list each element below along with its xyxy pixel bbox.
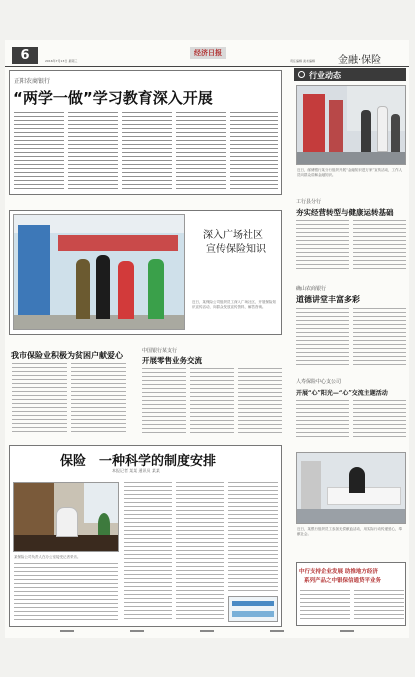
photo-equipment [301,461,321,511]
photo-desk [14,535,119,552]
photo-panel-red [329,100,343,152]
paper-name: 经济日报 [190,47,226,59]
square-headline-line2: 宣传保险知识 [206,244,266,255]
postal-body-col3 [238,368,282,436]
top-story-body-col1 [14,112,64,190]
industry-photo [296,85,406,165]
ad-line2: 系列产品之中银保信通贷平业务 [304,578,382,584]
rural-bank-body-col1 [296,308,349,366]
square-headline-line1: 深入广场社区 [203,230,263,241]
top-story-headline: “两学一做”学习教育深入开展 [13,89,213,107]
logo-stripe [232,601,274,606]
postal-headline: 开展零售业务交流 [142,356,202,365]
square-photo [13,214,185,330]
postal-body-col2 [190,368,234,436]
photo-red-banner [58,235,178,251]
feature-headline: 保险 一种科学的制度安排 [60,454,217,469]
top-story-body-col3 [122,112,172,190]
icbc-body-col1 [296,220,349,270]
footer-marker [270,630,284,632]
provident-body-col2 [71,363,126,435]
photo-person [76,259,90,319]
header-editor: 责任编辑 美术编辑 [290,59,315,63]
photo-panel-red [303,94,325,156]
industry-photo-caption: 近日，邮储银行某分行组织开展“金融知识进万家”宣传活动，工作人员向群众讲解金融知识。 [297,168,403,177]
industry-banner-icon [298,71,305,78]
top-story-body-col2 [68,112,118,190]
feature-body-col3 [228,482,278,592]
photo-person [377,106,388,152]
feature-body-col1 [124,482,172,622]
footer-marker [130,630,144,632]
photo-banner-board [18,225,50,319]
provident-body-col1 [12,363,67,435]
life-insurance-body-col2 [353,400,406,440]
photo-person [349,467,365,493]
rural-bank-body-col2 [353,308,406,366]
square-photo-caption: 近日，某保险公司组织员工深入广场社区，开展保险知识宣传活动，向群众发放宣传资料，解答咨询。 [192,300,276,309]
header-date: 2016年7月13日 星期三 [45,59,78,63]
rural-bank-kicker: 确山农商银行 [296,286,327,292]
icbc-kicker: 工行县分行 [296,199,322,205]
photo-person [118,261,134,319]
logo-stripe [232,611,274,617]
page-number: 6 [12,47,38,64]
postal-kicker: 中国银行某支行 [142,348,178,354]
blood-photo [296,452,406,524]
top-story-body-col4 [176,112,226,190]
photo-person [361,110,371,152]
feature-body-left [14,563,118,621]
icbc-body-col2 [353,220,406,270]
feature-logo-inset [228,596,278,622]
ad-body-col2 [354,590,404,622]
photo-plant [98,513,110,535]
top-story-body-col5 [230,112,278,190]
photo-person [96,255,110,319]
top-story-kicker: 正阳农商银行 [14,78,51,85]
life-insurance-kicker: 人寿保险中心支公司 [296,379,342,385]
life-insurance-headline: 开展“心”阳光—“心”交流主题活动 [296,390,388,397]
postal-body-col1 [142,368,186,436]
feature-photo-caption: 某保险公司负责人在办公室接受记者采访。 [14,555,81,559]
ad-body-col1 [300,590,350,622]
icbc-headline: 夯实经营转型与健康运转基础 [296,208,394,217]
blood-photo-caption: 近日，某银行组织员工参加无偿献血活动，用实际行动传递爱心，奉献社会。 [297,527,402,536]
rural-bank-headline: 道德讲堂丰富多彩 [296,294,360,304]
photo-floor [297,152,406,165]
photo-person [56,507,78,537]
header-rule [5,66,409,67]
life-insurance-body-col1 [296,400,349,440]
industry-banner-label: 行业动态 [309,71,341,80]
section-title: 金融·保险 [338,55,382,66]
photo-person [148,259,164,319]
footer-marker [60,630,74,632]
ad-line1: 中行支持企业发展 助推地方经济 [299,569,378,575]
feature-byline: 本报记者 某某 通讯员 某某 [112,468,160,473]
footer-marker [200,630,214,632]
footer-marker [340,630,354,632]
provident-headline: 我市保险业积极为贫困户献爱心 [11,350,123,360]
feature-body-col2 [176,482,224,622]
photo-floor [297,509,406,524]
feature-photo [13,482,119,552]
photo-person [391,114,400,152]
